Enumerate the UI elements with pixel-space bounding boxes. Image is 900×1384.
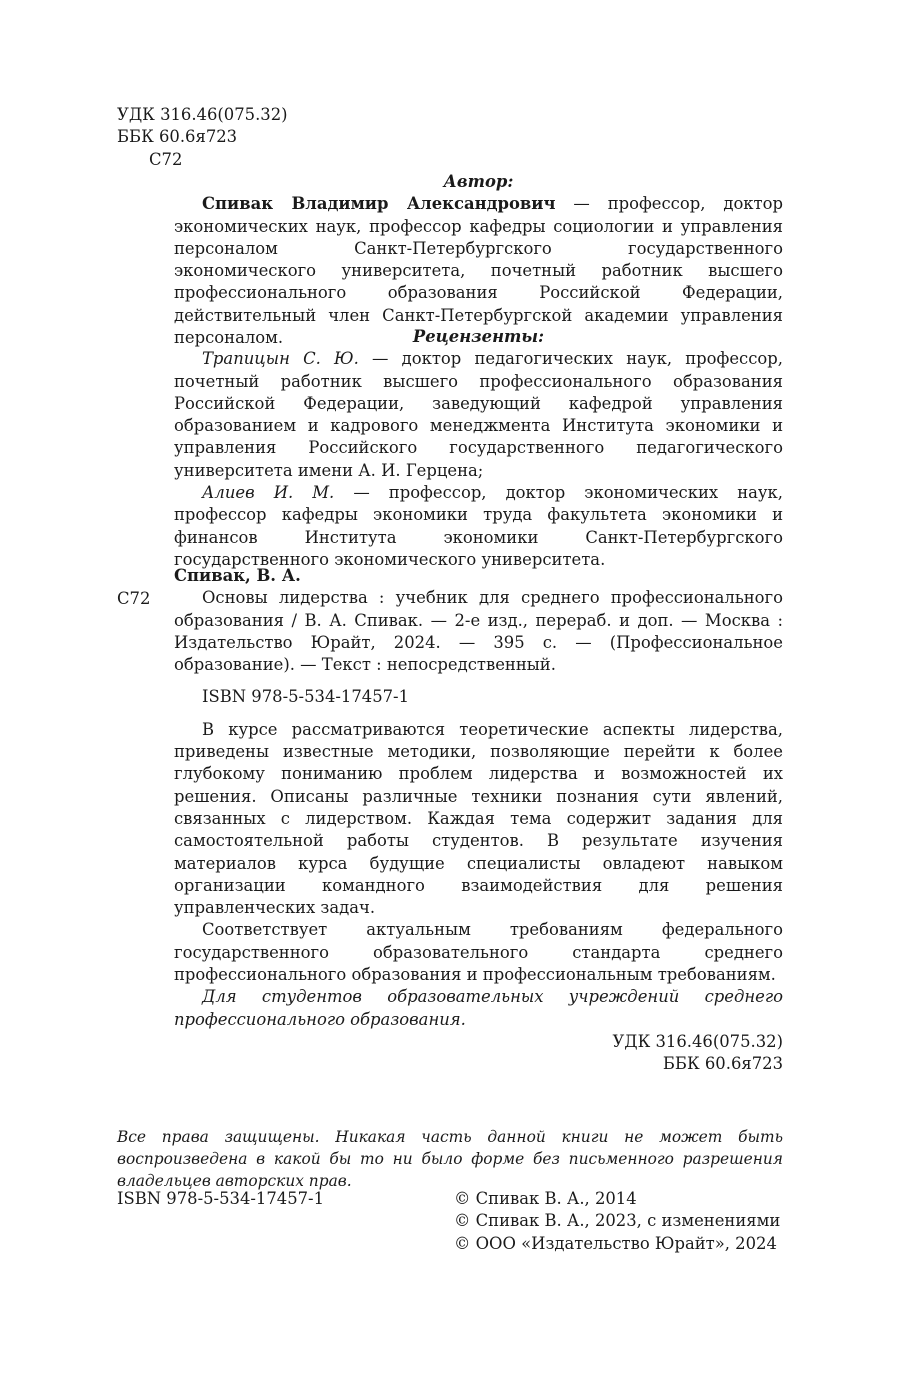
- copyright-line: © Спивак В. А., 2023, с изменениями: [454, 1211, 781, 1231]
- reviewer-1: [174, 348, 783, 482]
- author-section: [174, 171, 783, 349]
- bibliography-record: Основы лидерства : учебник для среднего профессионального образования / В. А. Спивак. — 2-е изд., перераб. и доп. — Москва : Издательство Юрайт, 2024. — 395 с. — (Профессиональное образование). — Текст : непосредственный.: [174, 588, 783, 675]
- reviewer-1-name: Трапицын С. Ю.: [202, 349, 359, 369]
- top-index-block: [117, 104, 417, 171]
- audience-paragraph: Для студентов образовательных учреждений среднего профессионального образования.: [174, 987, 783, 1029]
- author-description: — профессор, доктор экономических наук, профессор кафедры социологии и управления персоналом Санкт-Петербургского государственного экономического университета, почетный работник высшего профессионального образования Российской Федерации, действительный член Санкт-Петербургской академии управления персоналом.: [174, 194, 783, 348]
- author-mark: С72: [149, 149, 183, 169]
- abstract-paragraph-2: Соответствует актуальным требованиям федерального государственного образовательного стандарта среднего профессионального образования и профессиональным требованиям.: [174, 920, 783, 985]
- rights-notice: Все права защищены. Никакая часть данной книги не может быть воспроизведена в какой бы то ни было форме без письменного разрешения владельцев авторских прав.: [117, 1128, 783, 1190]
- author-heading: Автор:: [443, 172, 514, 191]
- author-name: Спивак Владимир Александрович: [202, 194, 556, 214]
- reviewer-2-name: Алиев И. М.: [202, 483, 335, 503]
- copyright-block: [454, 1188, 784, 1255]
- copyright-line: © Спивак В. А., 2014: [454, 1189, 637, 1208]
- bibliography-author: Спивак, В. А.: [174, 566, 301, 585]
- footer-isbn: ISBN 978-5-534-17457-1: [117, 1189, 325, 1208]
- abstract-paragraph-1: В курсе рассматриваются теоретические аспекты лидерства, приведены известные методики, позволяющие перейти к более глубокому пониманию проблем лидерства и возможностей их решения. Описаны различные техники познания сути явлений, связанных с лидерством. Каждая тема содержит задания для самостоятельной работы студентов. В результате изучения материалов курса будущие специалисты овладеют навыком организации командного взаимодействия для решения управленческих задач.: [174, 719, 783, 918]
- reviewer-1-description: — доктор педагогических наук, профессор, почетный работник высшего профессионального образования Российской Федерации, заведующий кафедрой управления образованием и кадрового менеджмента Института экономики и управления Российского государственного педагогического университета имени А. И. Герцена;: [174, 349, 783, 480]
- reviewers-section: [174, 326, 783, 571]
- reviewer-2: [174, 482, 783, 571]
- bibliography-mark: С72: [117, 589, 151, 608]
- bibliography-section: [174, 565, 783, 1076]
- udk-code: УДК 316.46(075.32): [117, 105, 288, 124]
- bbk-code: ББК 60.6я723: [117, 127, 238, 147]
- bibliography-udk: УДК 316.46(075.32): [612, 1031, 783, 1051]
- bibliography-bbk: ББК 60.6я723: [662, 1054, 783, 1074]
- bibliography-isbn: ISBN 978-5-534-17457-1: [202, 687, 410, 707]
- copyright-line: © ООО «Издательство Юрайт», 2024: [454, 1233, 777, 1253]
- reviewer-2-description: — профессор, доктор экономических наук, профессор кафедры экономики труда факультета экономики и финансов Института экономики Санкт-Петербургского государственного экономического университета.: [174, 483, 784, 569]
- reviewers-heading: Рецензенты:: [412, 327, 545, 346]
